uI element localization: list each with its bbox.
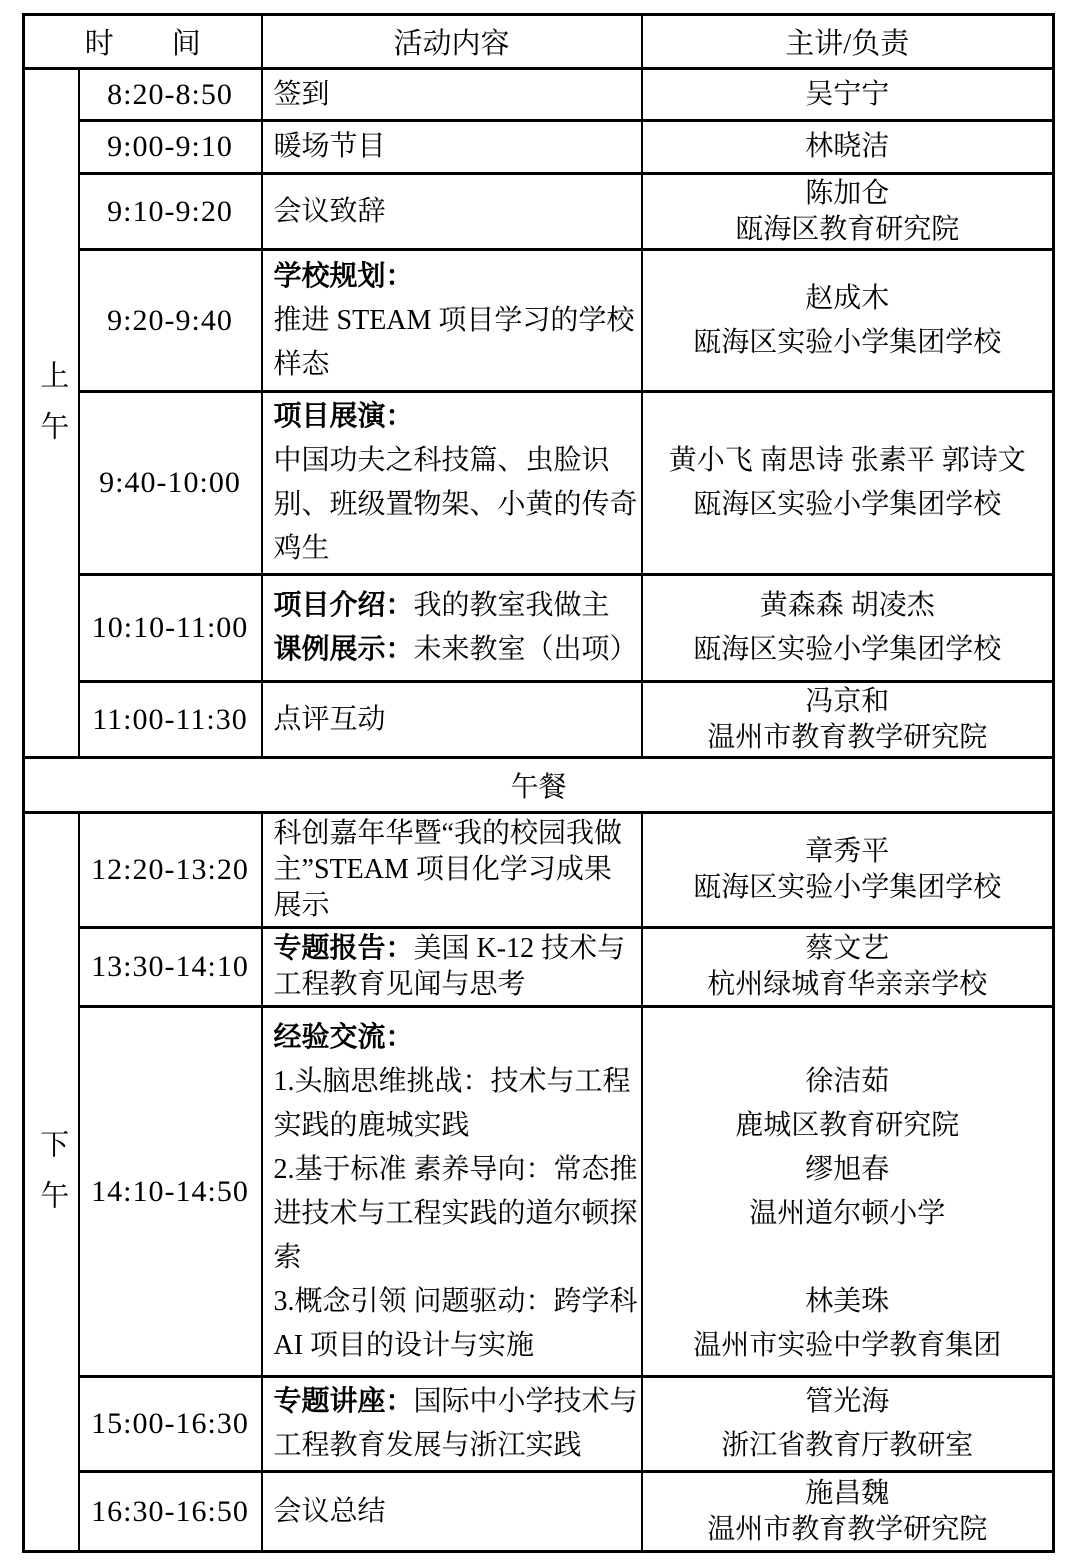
speaker-line: 缪旭春 bbox=[805, 1153, 890, 1185]
activity-cell bbox=[262, 928, 642, 1007]
speaker-cell bbox=[642, 682, 1054, 758]
activity-topic-label: 课例展示： bbox=[273, 634, 414, 665]
activity-cell bbox=[262, 121, 642, 174]
activity-line bbox=[274, 255, 639, 299]
header-speaker: 主讲/负责 bbox=[642, 15, 1054, 69]
activity-cell bbox=[262, 813, 642, 928]
speaker-cell bbox=[642, 174, 1054, 250]
schedule-row bbox=[24, 69, 1054, 121]
activity-line bbox=[274, 395, 639, 439]
activity-text: 2.基于标准 素养导向：常态推进技术与工程实践的道尔顿探索 bbox=[273, 1153, 638, 1273]
activity-cell bbox=[262, 1007, 642, 1377]
speaker-line: 瓯海区实验小学集团学校 bbox=[693, 634, 1002, 665]
speaker-line: 温州市教育教学研究院 bbox=[707, 721, 988, 753]
schedule-row bbox=[24, 174, 1054, 250]
activity-cell bbox=[262, 1472, 642, 1552]
schedule-row bbox=[24, 121, 1054, 174]
speaker-line: 蔡文艺 bbox=[805, 933, 890, 964]
activity-text: 签到 bbox=[273, 78, 330, 110]
activity-line bbox=[274, 1380, 639, 1468]
activity-text: 国际中小学技术与工程教育发展与浙江实践 bbox=[273, 1386, 638, 1461]
activity-topic-label: 专题报告： bbox=[273, 933, 414, 964]
schedule-row bbox=[24, 813, 1054, 928]
speaker-line: 徐洁茹 bbox=[805, 1065, 890, 1097]
activity-topic-label: 项目展演： bbox=[273, 401, 414, 432]
activity-line bbox=[274, 628, 639, 672]
time-cell: 9:00-9:10 bbox=[79, 121, 262, 174]
time-cell: 13:30-14:10 bbox=[79, 928, 262, 1007]
schedule-row bbox=[24, 250, 1054, 392]
schedule-row bbox=[24, 575, 1054, 682]
activity-text: 1.头脑思维挑战：技术与工程实践的鹿城实践 bbox=[273, 1065, 631, 1141]
speaker-cell bbox=[642, 69, 1054, 121]
activity-text: 我的教室我做主 bbox=[413, 590, 610, 621]
activity-topic-label: 经验交流： bbox=[273, 1021, 414, 1053]
activity-text: 未来教室（出项） bbox=[413, 634, 638, 665]
speaker-line: 鹿城区教育研究院 bbox=[735, 1109, 960, 1141]
schedule-row bbox=[24, 1377, 1054, 1472]
speaker-line: 冯京和 bbox=[805, 685, 890, 717]
activity-line bbox=[274, 1148, 639, 1280]
time-cell: 10:10-11:00 bbox=[79, 575, 262, 682]
speaker-line: 赵成木 bbox=[805, 282, 890, 314]
speaker-line: 瓯海区教育研究院 bbox=[735, 213, 960, 245]
schedule-row bbox=[24, 682, 1054, 758]
activity-text: 点评互动 bbox=[273, 703, 386, 735]
activity-text: 会议总结 bbox=[273, 1495, 386, 1527]
time-cell: 9:40-10:00 bbox=[79, 392, 262, 575]
activity-line bbox=[274, 73, 639, 117]
time-cell: 16:30-16:50 bbox=[79, 1472, 262, 1552]
period-label: 上午 bbox=[36, 359, 69, 462]
speaker-line: 施昌魏 bbox=[805, 1477, 890, 1509]
activity-line bbox=[274, 1060, 639, 1148]
time-cell: 9:10-9:20 bbox=[79, 174, 262, 250]
speaker-cell bbox=[642, 813, 1054, 928]
activity-cell bbox=[262, 682, 642, 758]
schedule-row bbox=[24, 1472, 1054, 1552]
activity-line bbox=[274, 194, 639, 230]
activity-line bbox=[274, 816, 639, 924]
time-cell: 8:20-8:50 bbox=[79, 69, 262, 121]
lunch-cell: 午餐 bbox=[24, 758, 1054, 813]
schedule-row bbox=[24, 392, 1054, 575]
schedule-row bbox=[24, 928, 1054, 1007]
table-header-row bbox=[24, 15, 1054, 69]
speaker-cell bbox=[642, 250, 1054, 392]
activity-line bbox=[274, 125, 639, 169]
schedule-table bbox=[22, 13, 1055, 1553]
activity-line bbox=[274, 299, 639, 387]
period-cell-afternoon bbox=[24, 813, 79, 1552]
speaker-line: 杭州绿城育华亲亲学校 bbox=[707, 969, 988, 1000]
speaker-line: 温州市实验中学教育集团 bbox=[693, 1329, 1002, 1361]
speaker-line: 林美珠 bbox=[805, 1285, 890, 1317]
speaker-line: 温州市教育教学研究院 bbox=[707, 1513, 988, 1545]
activity-line bbox=[274, 702, 639, 738]
activity-line bbox=[274, 1016, 639, 1060]
speaker-line bbox=[643, 1016, 1053, 1060]
activity-line bbox=[274, 584, 639, 628]
activity-cell bbox=[262, 174, 642, 250]
activity-cell bbox=[262, 1377, 642, 1472]
schedule-row bbox=[24, 1007, 1054, 1377]
activity-line bbox=[274, 1280, 639, 1368]
header-activity: 活动内容 bbox=[262, 15, 642, 69]
activity-topic-label: 学校规划： bbox=[273, 260, 414, 292]
activity-cell bbox=[262, 69, 642, 121]
speaker-line: 林晓洁 bbox=[805, 131, 890, 162]
time-cell: 14:10-14:50 bbox=[79, 1007, 262, 1377]
activity-line bbox=[274, 1494, 639, 1530]
speaker-line: 吴宁宁 bbox=[805, 78, 890, 110]
speaker-line: 浙江省教育厅教研室 bbox=[721, 1430, 974, 1461]
header-time: 时 间 bbox=[24, 15, 262, 69]
speaker-cell bbox=[642, 121, 1054, 174]
speaker-line: 黄森森 胡凌杰 bbox=[759, 590, 935, 621]
speaker-cell bbox=[642, 575, 1054, 682]
speaker-cell bbox=[642, 392, 1054, 575]
speaker-cell bbox=[642, 1007, 1054, 1377]
activity-topic-label: 专题讲座： bbox=[273, 1386, 414, 1417]
activity-text: 暖场节目 bbox=[273, 131, 386, 162]
speaker-line bbox=[643, 1236, 1053, 1280]
activity-cell bbox=[262, 250, 642, 392]
activity-topic-label: 项目介绍： bbox=[273, 590, 414, 621]
speaker-line: 管光海 bbox=[805, 1386, 890, 1417]
speaker-line: 温州道尔顿小学 bbox=[749, 1197, 946, 1229]
speaker-line: 瓯海区实验小学集团学校 bbox=[693, 326, 1002, 358]
activity-line bbox=[274, 931, 639, 1003]
speaker-line: 黄小飞 南思诗 张素平 郭诗文 bbox=[668, 445, 1026, 476]
time-cell: 15:00-16:30 bbox=[79, 1377, 262, 1472]
speaker-cell bbox=[642, 1377, 1054, 1472]
speaker-line: 章秀平 bbox=[805, 836, 890, 867]
period-label: 下午 bbox=[36, 1128, 69, 1231]
activity-text: 美国 K-12 技术与工程教育见闻与思考 bbox=[273, 933, 626, 1000]
activity-text: 会议致辞 bbox=[273, 195, 386, 227]
time-cell: 11:00-11:30 bbox=[79, 682, 262, 758]
speaker-cell bbox=[642, 928, 1054, 1007]
activity-text: 推进 STEAM 项目学习的学校样态 bbox=[273, 304, 635, 380]
activity-text: 中国功夫之科技篇、虫脸识别、班级置物架、小黄的传奇鸡生 bbox=[273, 445, 638, 564]
activity-line bbox=[274, 439, 639, 571]
activity-text: 3.概念引领 问题驱动：跨学科 AI 项目的设计与实施 bbox=[273, 1285, 638, 1361]
period-cell-morning bbox=[24, 69, 79, 758]
speaker-line: 瓯海区实验小学集团学校 bbox=[693, 872, 1002, 903]
activity-cell bbox=[262, 575, 642, 682]
speaker-cell bbox=[642, 1472, 1054, 1552]
lunch-row bbox=[24, 758, 1054, 813]
time-cell: 12:20-13:20 bbox=[79, 813, 262, 928]
activity-text: 科创嘉年华暨“我的校园我做主”STEAM 项目化学习成果展示 bbox=[273, 818, 622, 921]
speaker-line: 瓯海区实验小学集团学校 bbox=[693, 489, 1002, 520]
time-cell: 9:20-9:40 bbox=[79, 250, 262, 392]
speaker-line: 陈加仓 bbox=[805, 177, 890, 209]
activity-cell bbox=[262, 392, 642, 575]
